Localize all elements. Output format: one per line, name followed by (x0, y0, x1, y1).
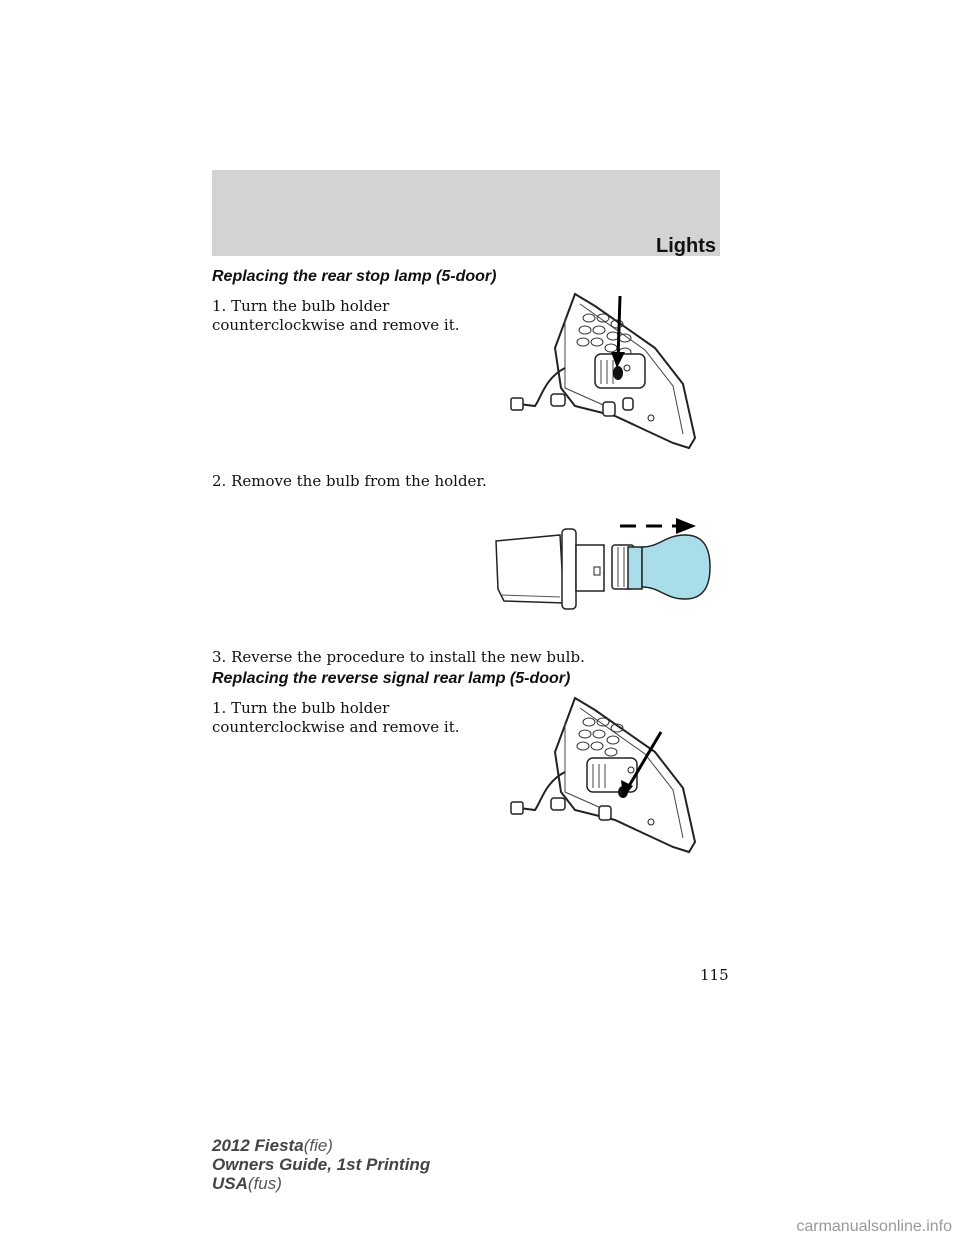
watermark: carmanualsonline.info (796, 1218, 952, 1235)
step-1-line-2: counterclockwise and remove it. (212, 316, 460, 334)
footer-model-code: (fie) (303, 1136, 333, 1155)
footer-guide: Owners Guide, 1st Printing (212, 1155, 431, 1174)
footer-market-code: (fus) (247, 1174, 282, 1193)
chapter-title: Lights (656, 235, 716, 257)
page-number: 115 (700, 966, 729, 984)
step-3: 3. Reverse the procedure to install the new bulb. (212, 648, 585, 666)
section-heading-reverse-lamp: Replacing the reverse signal rear lamp (5-door) (212, 670, 571, 687)
footer-model: 2012 Fiesta (212, 1136, 304, 1155)
chapter-header-band (212, 170, 720, 256)
step-2: 2. Remove the bulb from the holder. (212, 472, 487, 490)
step-1b-line-2: counterclockwise and remove it. (212, 718, 460, 736)
reverse-lamp-bulb-holder-illustration (505, 692, 715, 862)
bulb-removal-illustration (490, 515, 720, 615)
document-footer (212, 1136, 430, 1193)
stop-lamp-bulb-holder-illustration (505, 288, 715, 458)
step-1b-line-1: 1. Turn the bulb holder (212, 699, 390, 717)
section-heading-stop-lamp: Replacing the rear stop lamp (5-door) (212, 268, 497, 285)
footer-market: USA (212, 1174, 248, 1193)
step-1-line-1: 1. Turn the bulb holder (212, 297, 390, 315)
